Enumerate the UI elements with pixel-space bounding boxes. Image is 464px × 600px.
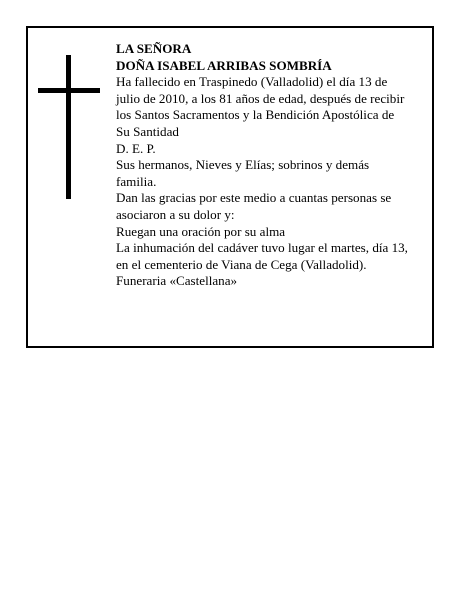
notice-text-block: [116, 41, 436, 290]
notice-line: julio de 2010, a los 81 años de edad, después de recibir: [116, 90, 405, 106]
notice-dep: D. E. P.: [116, 140, 156, 156]
notice-line: Ruegan una oración por su alma: [116, 223, 286, 239]
notice-line: La inhumación del cadáver tuvo lugar el martes, día 13,: [116, 240, 408, 256]
notice-line: Ha fallecido en Traspinedo (Valladolid) el día 13 de: [116, 74, 388, 90]
notice-funeral-home: Funeraria «Castellana»: [116, 273, 238, 289]
notice-line: Dan las gracias por este medio a cuantas personas se: [116, 190, 392, 206]
notice-line: Su Santidad: [116, 123, 179, 139]
notice-line: en el cementerio de Viana de Cega (Valladolid).: [116, 256, 367, 272]
cross-horizontal-bar: [38, 88, 100, 93]
notice-line: asociaron a su dolor y:: [116, 206, 235, 222]
notice-deceased-name: DOÑA ISABEL ARRIBAS SOMBRÍA: [116, 57, 332, 73]
cross-vertical-bar: [66, 55, 71, 199]
notice-line: familia.: [116, 173, 157, 189]
notice-line: los Santos Sacramentos y la Bendición Apostólica de: [116, 107, 395, 123]
obituary-notice: [26, 26, 434, 348]
notice-line: Sus hermanos, Nieves y Elías; sobrinos y demás: [116, 157, 370, 173]
notice-heading-title: LA SEÑORA: [116, 41, 192, 56]
latin-cross-icon: [38, 55, 100, 199]
